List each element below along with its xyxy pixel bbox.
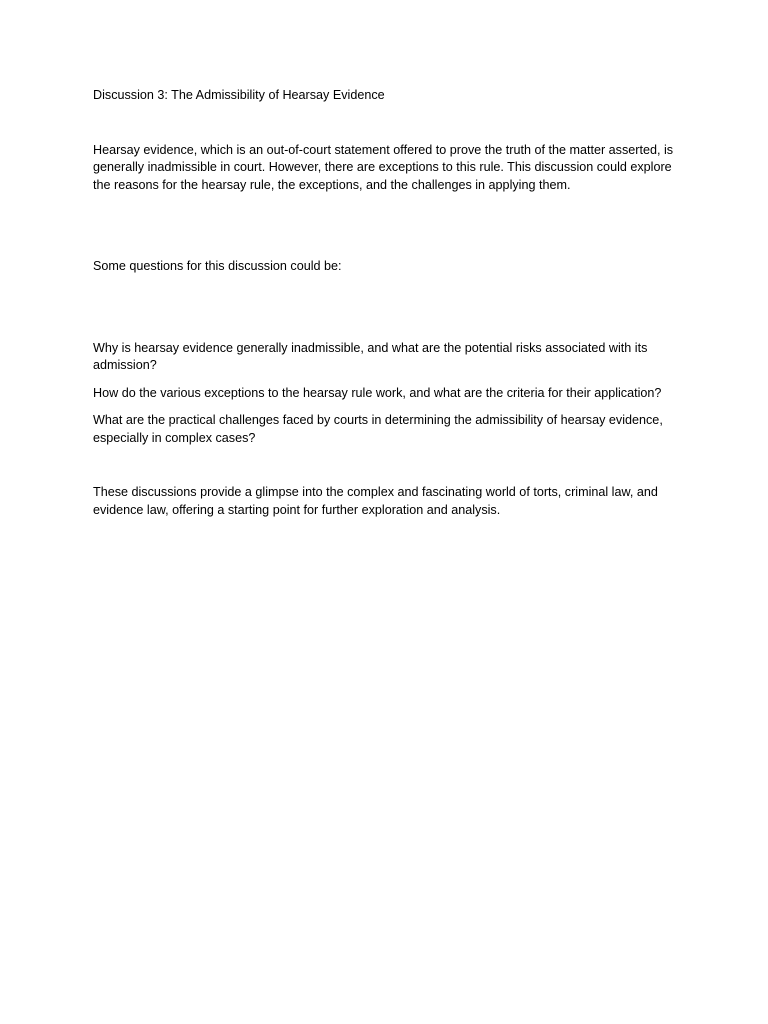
- document-title: Discussion 3: The Admissibility of Hearsay Evidence: [93, 88, 385, 102]
- document-body: [93, 87, 683, 519]
- questions-lead: Some questions for this discussion could be:: [93, 259, 342, 273]
- question-item: What are the practical challenges faced by courts in determining the admissibility of hearsay evidence, especially in complex cases?: [93, 413, 663, 445]
- question-item: How do the various exceptions to the hearsay rule work, and what are the criteria for their application?: [93, 385, 662, 400]
- question-item: Why is hearsay evidence generally inadmissible, and what are the potential risks associated with its admission?: [93, 340, 648, 372]
- closing-paragraph: These discussions provide a glimpse into the complex and fascinating world of torts, criminal law, and evidence law, offering a starting point for further exploration and analysis.: [93, 485, 658, 517]
- intro-paragraph: Hearsay evidence, which is an out-of-court statement offered to prove the truth of the matter asserted, is generally inadmissible in court. However, there are exceptions to this rule. This discussion could explore the reasons for the hearsay rule, the exceptions, and the challenges in applying them.: [93, 142, 674, 192]
